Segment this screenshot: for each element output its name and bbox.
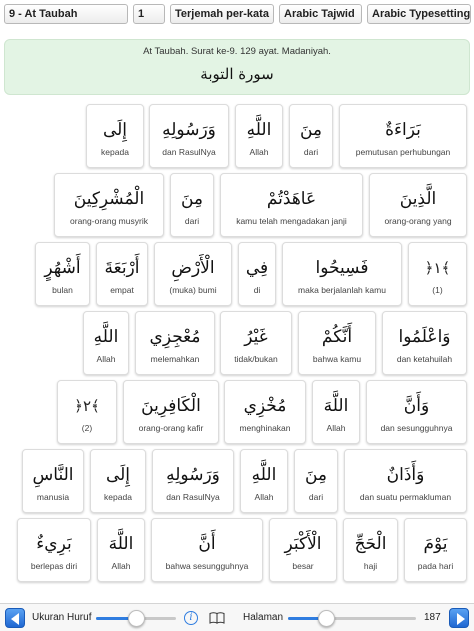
- book-icon[interactable]: [209, 612, 225, 624]
- word-translation: haji: [363, 561, 378, 571]
- word-translation: Allah: [254, 492, 274, 502]
- arrow-left-icon: [11, 613, 21, 625]
- word-card[interactable]: [83, 311, 129, 375]
- word-arabic: الْأَرْضِ: [171, 258, 215, 278]
- word-card[interactable]: [152, 449, 234, 513]
- word-translation: berlepas diri: [30, 561, 78, 571]
- word-card[interactable]: [404, 518, 467, 582]
- word-arabic: بَرَاءَةٌ: [385, 120, 421, 140]
- ayah-number-label: (2): [81, 423, 93, 433]
- word-card[interactable]: [238, 242, 276, 306]
- top-toolbar: [0, 0, 474, 30]
- word-arabic: فَسِيحُوا: [315, 258, 369, 278]
- word-translation: dan RasulNya: [162, 147, 216, 157]
- word-arabic: يَوْمَ: [423, 534, 448, 554]
- word-card[interactable]: [343, 518, 398, 582]
- word-arabic: الْحَجِّ: [354, 534, 387, 554]
- word-translation: maka berjalanlah kamu: [298, 285, 386, 295]
- word-translation: besar: [292, 561, 314, 571]
- word-card[interactable]: [96, 242, 148, 306]
- page-number: 187: [424, 612, 441, 623]
- word-card[interactable]: [224, 380, 306, 444]
- font-size-slider-thumb[interactable]: [128, 610, 145, 627]
- word-translation: bahwa sesungguhnya: [165, 561, 249, 571]
- word-translation: kepada: [104, 492, 132, 502]
- word-translation: Allah: [326, 423, 346, 433]
- word-row: [0, 242, 474, 306]
- word-card[interactable]: [339, 104, 467, 168]
- word-translation: dari: [184, 216, 200, 226]
- word-arabic: بَرِيءٌ: [36, 534, 72, 554]
- word-card[interactable]: [149, 104, 229, 168]
- word-card[interactable]: [97, 518, 145, 582]
- word-translation: dari: [308, 492, 324, 502]
- word-translation: pada hari: [417, 561, 454, 571]
- word-arabic: إِلَى: [105, 465, 131, 485]
- arabic-tajwid-button[interactable]: Arabic Tajwid: [279, 4, 362, 24]
- translation-mode-selector[interactable]: Terjemah per-kata: [170, 4, 274, 24]
- surah-info: At Taubah. Surat ke-9. 129 ayat. Madaniyah.: [143, 46, 331, 57]
- word-translation: manusia: [36, 492, 70, 502]
- word-card[interactable]: [344, 449, 467, 513]
- word-arabic: أَنَّكُمْ: [321, 327, 353, 347]
- word-arabic: مُعْجِزِي: [149, 327, 201, 347]
- word-translation: bulan: [52, 285, 73, 295]
- word-card[interactable]: [90, 449, 146, 513]
- word-row: [0, 518, 474, 582]
- word-arabic: وَرَسُولِهِ: [166, 465, 220, 485]
- word-translation: di: [253, 285, 261, 295]
- page-slider[interactable]: [288, 617, 416, 620]
- word-card[interactable]: [282, 242, 402, 306]
- word-arabic: فِي: [245, 258, 269, 278]
- word-translation: empat: [110, 285, 134, 295]
- word-row: [0, 173, 474, 237]
- ayah-number-arabic: ﴿٢﴾: [74, 397, 100, 415]
- word-arabic: مِنَ: [180, 189, 204, 209]
- font-size-label: Ukuran Huruf: [32, 612, 92, 623]
- word-arabic: عَاهَدْتُمْ: [266, 189, 317, 209]
- word-card[interactable]: [269, 518, 337, 582]
- surah-header: [4, 39, 470, 95]
- word-arabic: الْأَكْبَرِ: [284, 534, 322, 554]
- word-translation: dari: [303, 147, 319, 157]
- word-arabic: أَشْهُرٍ: [44, 258, 81, 278]
- word-card[interactable]: [220, 173, 363, 237]
- word-arabic: إِلَى: [102, 120, 128, 140]
- word-arabic: النَّاسِ: [32, 465, 74, 485]
- word-translation: bahwa kamu: [312, 354, 362, 364]
- word-card[interactable]: [86, 104, 144, 168]
- word-card[interactable]: [154, 242, 232, 306]
- word-translation: dan sesungguhnya: [380, 423, 453, 433]
- word-arabic: اللَّهِ: [246, 120, 272, 140]
- surah-selector[interactable]: 9 - At Taubah: [4, 4, 128, 24]
- word-card[interactable]: [369, 173, 467, 237]
- word-arabic: اللَّهَ: [108, 534, 134, 554]
- word-card[interactable]: [294, 449, 338, 513]
- ayah-number-marker[interactable]: [408, 242, 467, 306]
- word-card[interactable]: [289, 104, 333, 168]
- info-icon[interactable]: i: [184, 611, 198, 625]
- word-arabic: مُخْزِي: [243, 396, 287, 416]
- word-arabic: الْكَافِرِينَ: [141, 396, 201, 416]
- word-card[interactable]: [220, 311, 292, 375]
- word-card[interactable]: [298, 311, 376, 375]
- word-arabic: أَنَّ: [198, 534, 216, 554]
- word-by-word-list: [0, 100, 474, 600]
- word-card[interactable]: [35, 242, 90, 306]
- word-translation: Allah: [249, 147, 269, 157]
- ayah-number-label: (1): [432, 285, 443, 295]
- word-card[interactable]: [17, 518, 91, 582]
- word-card[interactable]: [54, 173, 164, 237]
- word-row: [0, 449, 474, 513]
- word-card[interactable]: [22, 449, 84, 513]
- word-translation: dan ketahuilah: [396, 354, 453, 364]
- word-arabic: مِنَ: [299, 120, 323, 140]
- next-page-button[interactable]: [449, 608, 469, 628]
- word-arabic: اللَّهِ: [251, 465, 277, 485]
- word-translation: orang-orang kafir: [138, 423, 204, 433]
- word-arabic: مِنَ: [304, 465, 328, 485]
- word-arabic: أَرْبَعَةَ: [104, 258, 140, 278]
- word-translation: Allah: [96, 354, 116, 364]
- word-card[interactable]: [312, 380, 360, 444]
- word-arabic: وَاعْلَمُوا: [398, 327, 451, 347]
- word-translation: Allah: [111, 561, 131, 571]
- word-arabic: الَّذِينَ: [399, 189, 437, 209]
- word-card[interactable]: [235, 104, 283, 168]
- word-translation: kamu telah mengadakan janji: [236, 216, 347, 226]
- page-slider-thumb[interactable]: [318, 610, 335, 627]
- word-arabic: اللَّهَ: [323, 396, 349, 416]
- word-card[interactable]: [366, 380, 467, 444]
- word-card[interactable]: [135, 311, 215, 375]
- bottom-toolbar: [0, 603, 474, 631]
- word-card[interactable]: [382, 311, 467, 375]
- word-arabic: اللَّهِ: [93, 327, 119, 347]
- word-translation: orang-orang musyrik: [70, 216, 148, 226]
- word-card[interactable]: [151, 518, 263, 582]
- word-card[interactable]: [123, 380, 219, 444]
- word-arabic: وَأَنَّ: [403, 396, 430, 416]
- word-row: [0, 380, 474, 444]
- word-arabic: وَأَذَانٌ: [386, 465, 425, 485]
- word-arabic: غَيْرُ: [244, 327, 268, 347]
- word-translation: kepada: [101, 147, 129, 157]
- word-translation: dan RasulNya: [166, 492, 220, 502]
- word-arabic: الْمُشْرِكِينَ: [73, 189, 145, 209]
- word-translation: dan suatu permakluman: [359, 492, 452, 502]
- surah-title-arabic: سورة التوبة: [200, 65, 274, 83]
- word-arabic: وَرَسُولِهِ: [162, 120, 216, 140]
- arrow-right-icon: [455, 613, 465, 625]
- ayah-number-marker[interactable]: [57, 380, 117, 444]
- word-translation: melemahkan: [150, 354, 200, 364]
- word-translation: (muka) bumi: [169, 285, 217, 295]
- arabic-typesetting-button[interactable]: Arabic Typesetting: [367, 4, 471, 24]
- ayah-number-arabic: ﴿١﴾: [424, 259, 451, 277]
- word-translation: menghinakan: [239, 423, 291, 433]
- word-translation: orang-orang yang: [384, 216, 452, 226]
- previous-page-button[interactable]: [5, 608, 25, 628]
- page-label: Halaman: [243, 612, 284, 623]
- word-translation: tidak/bukan: [234, 354, 278, 364]
- word-card[interactable]: [170, 173, 214, 237]
- word-row: [0, 311, 474, 375]
- word-row: [0, 104, 474, 168]
- ayah-selector[interactable]: 1: [133, 4, 165, 24]
- word-translation: pemutusan perhubungan: [355, 147, 451, 157]
- word-card[interactable]: [240, 449, 288, 513]
